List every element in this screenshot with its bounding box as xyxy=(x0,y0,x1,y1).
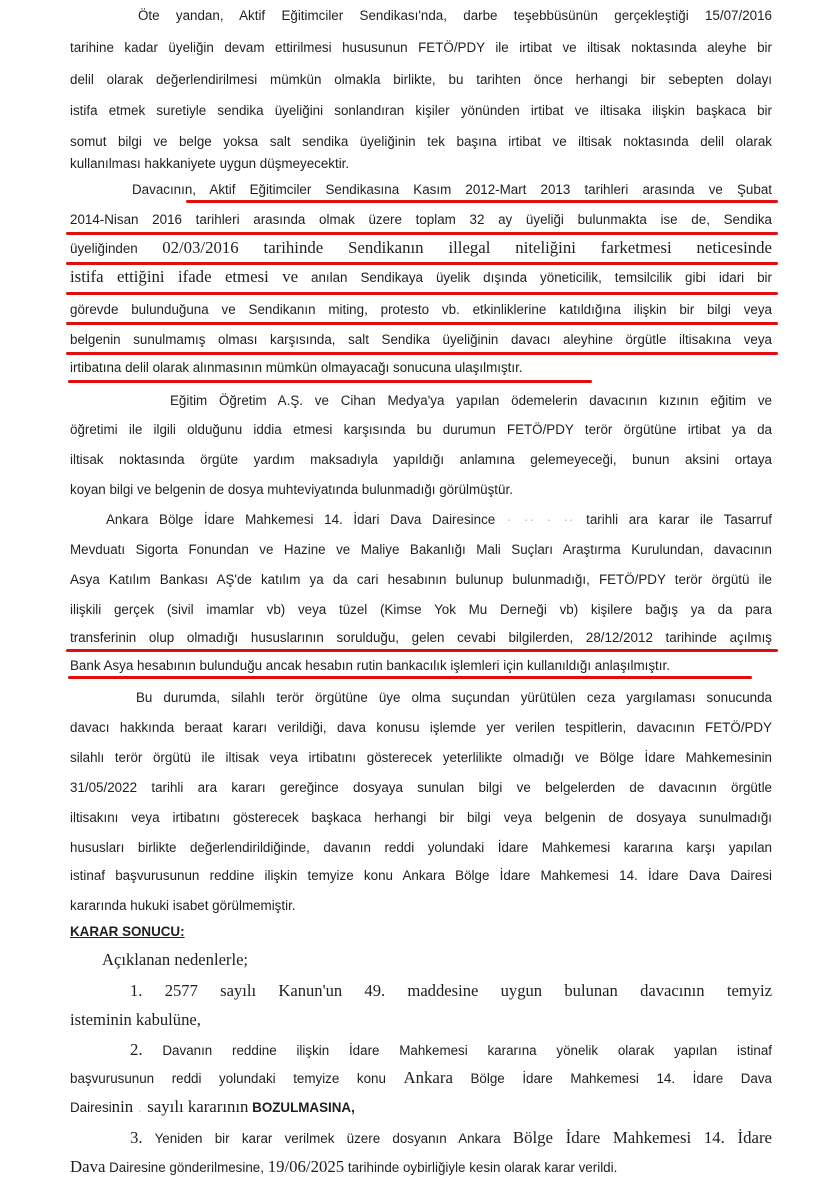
underline-mark xyxy=(66,352,778,355)
paragraph-5-line-7: istinaf başvurusunun reddine ilişkin temyize konu Ankara Bölge İdare Mahkemesi 14. İdare Dava Dairesi xyxy=(70,868,772,883)
paragraph-5-line-5: iltisakını veya irtibatını gösterecek başkaca herhangi bir bilgi veya belgenin de dosyaya sunulmadığı xyxy=(70,810,772,825)
paragraph-3-line-1: Eğitim Öğretim A.Ş. ve Cihan Medya'ya yapılan ödemelerin davacının kızının eğitim ve xyxy=(170,393,772,408)
verdict-item-3-line-2: Dava Dairesine gönderilmesine, 19/06/2025 tarihinde oybirliğiyle kesin olarak karar verildi. xyxy=(70,1157,618,1176)
paragraph-4-line-2: Mevduatı Sigorta Fonundan ve Hazine ve Maliye Bakanlığı Mali Suçları Araştırma Kurulundan, davacının xyxy=(70,542,772,557)
paragraph-2-line-5: görevde bulunduğuna ve Sendikanın miting, protesto vb. etkinliklerine katıldığına ilişkin bir bilgi veya xyxy=(70,302,772,317)
paragraph-4-line-5: transferinin olup olmadığı hususlarının sorulduğu, gelen cevabi bilgilerden, 28/12/2012 tarihinde açılmış xyxy=(70,630,772,645)
redacted-date: · ·· · ·· xyxy=(495,512,587,527)
underline-mark xyxy=(66,649,778,652)
paragraph-2-line-2: 2014-Nisan 2016 tarihleri arasında olmak üzere toplam 32 ay üyeliği bulunmakta ise de, Sendika xyxy=(70,212,772,227)
paragraph-2-line-7: irtibatına delil olarak alınmasının mümkün olmayacağı sonucuna ulaşılmıştır. xyxy=(70,360,523,375)
verdict-intro: Açıklanan nedenlerle; xyxy=(102,950,249,969)
verdict-item-3-line-1: 3. Yeniden bir karar verilmek üzere dosyanın Ankara Bölge İdare Mahkemesi 14. İdare xyxy=(130,1128,772,1147)
paragraph-5-line-8: kararında hukuki isabet görülmemiştir. xyxy=(70,898,296,913)
paragraph-2-line-4: istifa ettiğini ifade etmesi ve anılan Sendikaya üyelik dışında yöneticilik, temsilcilik gibi idari bir xyxy=(70,267,772,286)
paragraph-4-line-4: ilişkili gerçek (sivil imamlar vb) veya tüzel (Kimse Yok Mu Derneği vb) kişilere bağış ya da para xyxy=(70,602,772,617)
paragraph-1-line-5: somut bilgi ve belge yoksa salt sendika üyeliğinin tek başına irtibat ve iltisak noktasında delil olarak xyxy=(70,134,772,149)
paragraph-2-line-1: Davacının, Aktif Eğitimciler Sendikasına Kasım 2012-Mart 2013 tarihleri arasında ve Şubat xyxy=(132,182,772,197)
verdict-item-2-line-1: 2. Davanın reddine ilişkin İdare Mahkemesi kararına yönelik olarak yapılan istinaf xyxy=(130,1040,772,1059)
paragraph-5-line-1: Bu durumda, silahlı terör örgütüne üye olma suçundan yürütülen ceza yargılaması sonucunda xyxy=(136,690,772,705)
paragraph-4-line-6: Bank Asya hesabının bulunduğu ancak hesabın rutin bankacılık işlemleri için kullanıldığı anlaşılmıştır. xyxy=(70,658,670,673)
paragraph-4-line-3: Asya Katılım Bankası AŞ'de katılım ya da cari hesabının bulunup bulunmadığı, FETÖ/PDY terör örgütü ile xyxy=(70,572,772,587)
paragraph-1-line-3: delil olarak değerlendirilmesi mümkün olmakla birlikte, bu tarihten önce herhangi bir sebepten dolayı xyxy=(70,72,772,87)
paragraph-3-line-2: öğretimi ile ilgili olduğunu iddia etmesi karşısında bu durumun FETÖ/PDY terör örgütüne irtibat ya da xyxy=(70,422,772,437)
underline-mark xyxy=(66,322,778,325)
paragraph-1-line-6: kullanılması hakkaniyete uygun düşmeyecektir. xyxy=(70,156,350,171)
underline-mark xyxy=(68,676,752,679)
verdict-item-1-line-2: isteminin kabulüne, xyxy=(70,1010,201,1029)
paragraph-5-line-6: hususları birlikte değerlendirildiğinde, davanın reddi yolundaki İdare Mahkemesi kararına karşı yapılan xyxy=(70,840,772,855)
paragraph-5-line-4: 31/05/2022 tarihli ara kararı gereğince dosyaya sunulan bilgi ve belgelerden de davacının örgütle xyxy=(70,780,772,795)
verdict-header: KARAR SONUCU: xyxy=(70,924,185,939)
paragraph-1-line-1: Öte yandan, Aktif Eğitimciler Sendikası'nda, darbe teşebbüsünün gerçekleştiği 15/07/2016 xyxy=(138,8,772,23)
redacted-decision-number: . xyxy=(133,1100,148,1115)
underline-mark xyxy=(66,232,778,235)
paragraph-1-line-4: istifa etmek suretiyle sendika üyeliğini sonlandıran kişiler yönünden irtibat ve iltisaka ilişkin başkaca bir xyxy=(70,103,772,118)
underline-mark xyxy=(186,200,778,203)
paragraph-5-line-3: silahlı terör örgütü ile iltisak veya irtibatını gösterecek yeterlilikte olmadığı ve Bölge İdare Mahkemesinin xyxy=(70,750,772,765)
verdict-item-2-line-3: Dairesinin . sayılı kararının BOZULMASINA, xyxy=(70,1097,355,1116)
paragraph-4-line-1: Ankara Bölge İdare Mahkemesi 14. İdari Dava Dairesince · ·· · ·· tarihli ara karar ile Tasarruf xyxy=(106,512,772,527)
underline-mark xyxy=(68,380,592,383)
paragraph-3-line-3: iltisak noktasında örgüte yardım maksadıyla yapıldığı anlamına gelemeyeceği, bunun aksini ortaya xyxy=(70,452,772,467)
paragraph-2-line-3: üyeliğinden 02/03/2016 tarihinde Sendikanın illegal niteliğini farketmesi neticesinde xyxy=(70,238,772,257)
paragraph-3-line-4: koyan bilgi ve belgenin de dosya muhteviyatında bulunmadığı görülmüştür. xyxy=(70,482,513,497)
underline-mark xyxy=(66,262,778,265)
paragraph-5-line-2: davacı hakkında beraat kararı verildiği, dava konusu işlemde yer verilen tespitlerin, davacının FETÖ/PDY xyxy=(70,720,772,735)
verdict-item-2-line-2: başvurusunun reddi yolundaki temyize konu Ankara Bölge İdare Mahkemesi 14. İdare Dava xyxy=(70,1068,772,1087)
verdict-item-1-line-1: 1. 2577 sayılı Kanun'un 49. maddesine uygun bulunan davacının temyiz xyxy=(130,981,772,1000)
underline-mark xyxy=(66,292,778,295)
paragraph-1-line-2: tarihine kadar üyeliğin devam ettirilmesi hususunun FETÖ/PDY ile irtibat ve iltisak noktasında aleyhe bir xyxy=(70,40,772,55)
paragraph-2-line-6: belgenin sunulmamış olması karşısında, salt Sendika üyeliğinin davacı aleyhine örgütle iltisakına veya xyxy=(70,332,772,347)
